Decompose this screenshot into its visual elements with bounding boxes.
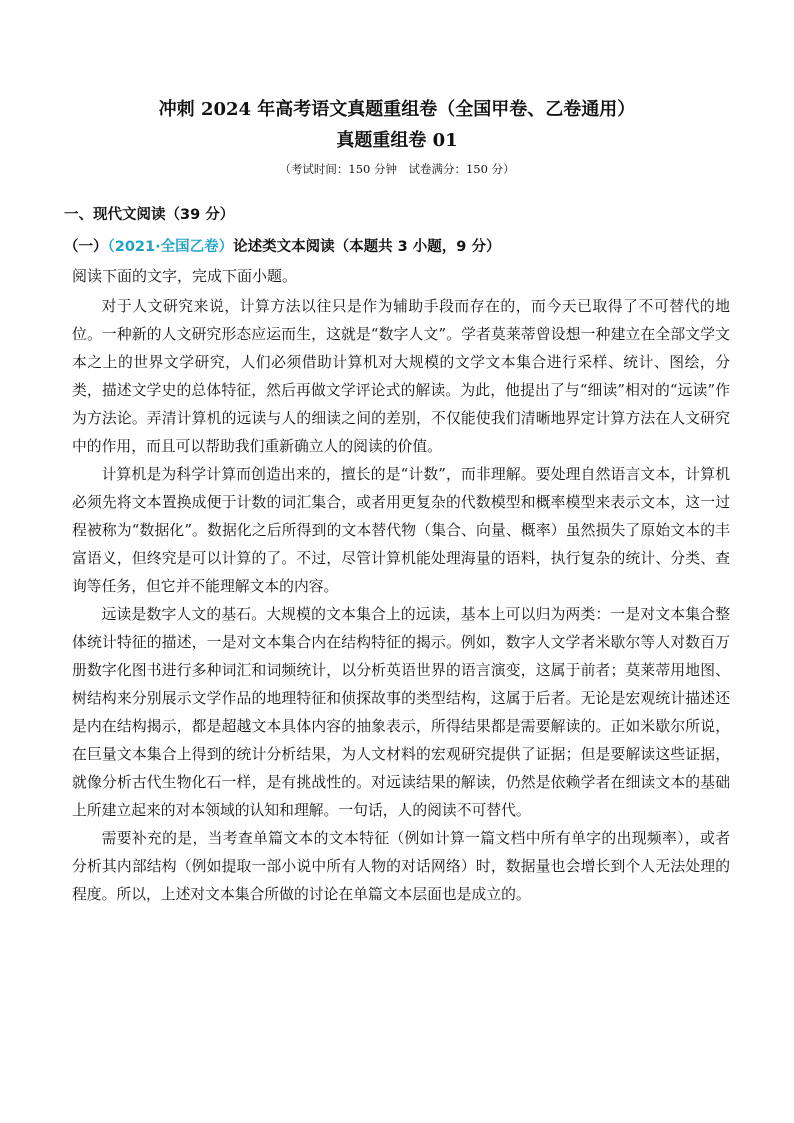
subsection-title: 论述类文本阅读（本题共 3 小题，9 分） [233, 239, 501, 255]
exam-subtitle: 真题重组卷 01 [336, 130, 458, 151]
passage [72, 293, 730, 909]
exam-title: 冲刺 2024 年高考语文真题重组卷（全国甲卷、乙卷通用） [158, 99, 636, 120]
subsection-heading [64, 237, 500, 257]
exam-info: （考试时间：150 分钟 试卷满分：150 分） [279, 162, 515, 176]
passage-paragraph: 远读是数字人文的基石。大规模的文本集合上的远读，基本上可以归为两类：一是对文本集合整体统计特征的描述，一是对文本集合内在结构特征的揭示。例如，数字人文学者米歇尔等人对数百万册数字化图书进行多种词汇和词频统计，以分析英语世界的语言演变，这属于前者；莫莱蒂用地图、树结构来分别展示文学作品的地理特征和侦探故事的类型结构，这属于后者。无论是宏观统计描述还是内在结构揭示，都是超越文本具体内容的抽象表示，所得结果都是需要解读的。正如米歇尔所说，在巨量文本集合上得到的统计分析结果，为人文材料的宏观研究提供了证据；但是要解读这些证据，就像分析古代生物化石一样，是有挑战性的。对远读结果的解读，仍然是依赖学者在细读文本的基础上所建立起来的对本领域的认知和理解。一句话，人的阅读不可替代。 [72, 606, 730, 819]
passage-paragraph: 需要补充的是，当考查单篇文本的文本特征（例如计算一篇文档中所有单字的出现频率），或者分析其内部结构（例如提取一部小说中所有人物的对话网络）时，数据量也会增长到个人无法处理的程度。所以，上述对文本集合所做的讨论在单篇文本层面也是成立的。 [72, 830, 730, 903]
subsection-prefix: （一） [64, 239, 108, 255]
reading-instruction: 阅读下面的文字，完成下面小题。 [72, 267, 298, 285]
passage-paragraph: 计算机是为科学计算而创造出来的，擅长的是“计数”，而非理解。要处理自然语言文本，计算机必须先将文本置换成便于计数的词汇集合，或者用更复杂的代数模型和概率模型来表示文本，这一过程被称为“数据化”。数据化之后所得到的文本替代物（集合、向量、概率）虽然损失了原始文本的丰富语义，但终究是可以计算的了。不过，尽管计算机能处理海量的语料，执行复杂的统计、分类、查询等任务，但它并不能理解文本的内容。 [72, 466, 730, 595]
passage-paragraph: 对于人文研究来说，计算方法以往只是作为辅助手段而存在的，而今天已取得了不可替代的地位。一种新的人文研究形态应运而生，这就是“数字人文”。学者莫莱蒂曾设想一种建立在全部文学文本之上的世界文学研究，人们必须借助计算机对大规模的文学文本集合进行采样、统计、图绘，分类，描述文学史的总体特征，然后再做文学评论式的解读。为此，他提出了与“细读”相对的“远读”作为方法论。弄清计算机的远读与人的细读之间的差别，不仅能使我们清晰地界定计算方法在人文研究中的作用，而且可以帮助我们重新确立人的阅读的价值。 [72, 298, 730, 455]
source-tag: （2021·全国乙卷） [107, 239, 234, 255]
section-heading: 一、现代文阅读（39 分） [64, 207, 235, 223]
